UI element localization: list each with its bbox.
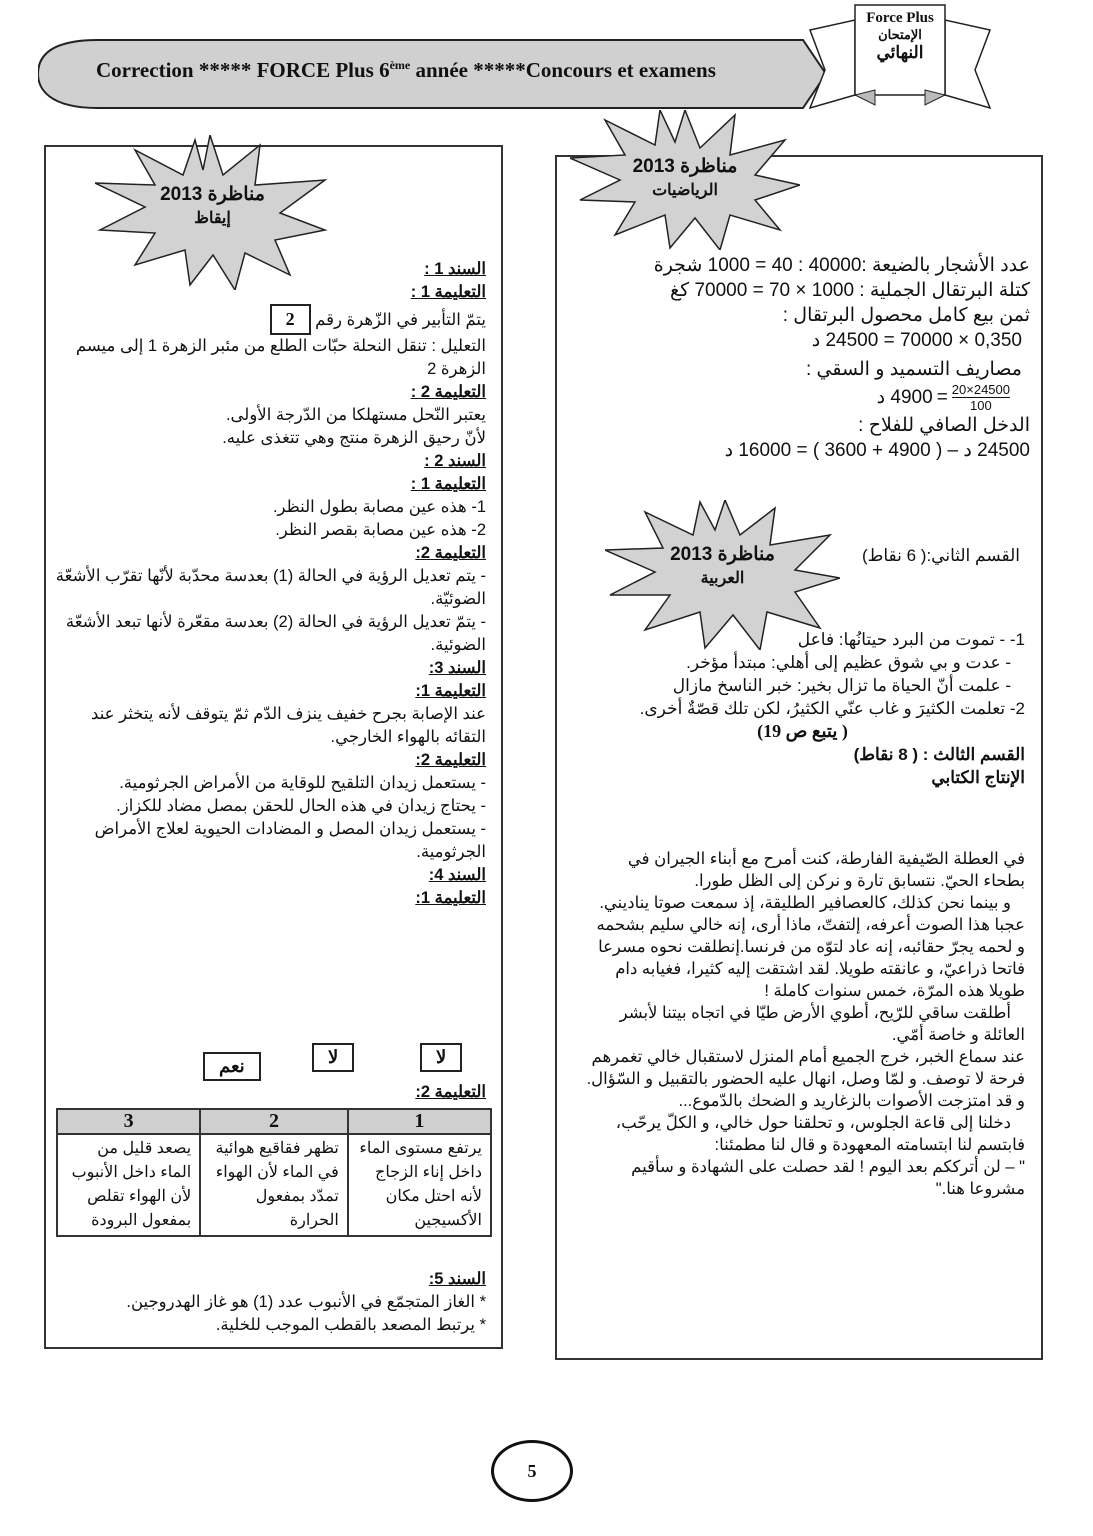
instruction-heading: التعليمة 1: — [415, 682, 486, 700]
flag-brand: Force Plus — [866, 10, 934, 26]
fraction-denominator: 100 — [970, 398, 992, 413]
answer-line: لأنّ رحيق الزهرة منتج وهي تتغذى عليه. — [222, 429, 486, 447]
instruction-heading: التعليمة 1 : — [410, 475, 486, 493]
grammar-answer: - عدت و بي شوق عظيم إلى أهلي: مبتدأ مؤخر. — [686, 653, 1011, 672]
science-answers — [52, 258, 486, 910]
sanad-heading: السند 5: — [428, 1270, 486, 1288]
science-badge-line2: إيقاظ — [194, 210, 231, 227]
instruction-heading: التعليمة 2 : — [410, 383, 486, 401]
answer-line: عند الإصابة بجرح خفيف ينزف الدّم ثمّ يتوقف لأنه يتخثر عند التقائه بالهواء الخارجي. — [91, 705, 486, 746]
answer-box: 2 — [270, 304, 311, 335]
flag-line1: الإمتحان — [878, 27, 922, 42]
table-cell: يصعد قليل من الماء داخل الأنبوب لأن الهواء تقلص بمفعول البرودة — [57, 1134, 200, 1236]
sanad-heading: السند 4: — [428, 866, 486, 884]
table-header: 1 — [348, 1109, 491, 1134]
essay-paragraph: " – لن أترككم بعد اليوم ! لقد حصلت على الشهادة و سأقيم مشروعا هنا." — [631, 1158, 1025, 1198]
science-badge-line1: مناظرة 2013 — [160, 184, 265, 205]
arabic-badge-line1: مناظرة 2013 — [670, 544, 775, 565]
math-solution — [570, 253, 1030, 463]
arabic-badge-line2: العربية — [700, 570, 745, 587]
equals-sign: = — [936, 387, 948, 408]
sanad-heading: السند 1 : — [424, 260, 486, 278]
math-line: كتلة البرتقال الجملية : 1000 × 70 = 70000 كغ — [670, 280, 1030, 301]
sanad-heading: السند 2 : — [424, 452, 486, 470]
exam-flag — [800, 0, 1000, 128]
instruction-heading: التعليمة 2: — [415, 544, 486, 562]
essay-paragraph: عند سماع الخبر، خرج الجميع أمام المنزل لاستقبال خالي تغمرهم فرحة لا توصف. و لمّا وصل، انهال عليه الحضور بالتقبيل و السّؤال. و قد امتزجت الأصوات بالزغاريد و الضحك بالدّموع... — [586, 1048, 1025, 1110]
fraction — [952, 382, 1010, 413]
answer-line: - يحتاج زيدان في هذه الحال للحقن بمصل مضاد للكزاز. — [116, 797, 486, 815]
observations-table — [56, 1108, 492, 1237]
table-header: 3 — [57, 1109, 200, 1134]
instruction-heading: التعليمة 2: — [415, 1083, 486, 1101]
math-line: عدد الأشجار بالضيعة :40000 : 40 = 1000 شجرة — [653, 255, 1030, 276]
math-line: 24500 د – ( 4900 + 3600 ) = 16000 د — [724, 440, 1030, 461]
instruction-heading: التعليمة 2: — [415, 751, 486, 769]
grammar-answer: - علمت أنّ الحياة ما تزال بخير: خبر الناسخ مازال — [672, 676, 1011, 695]
writing-title: الإنتاج الكتابي — [931, 768, 1025, 787]
answer-reason: التعليل : تنقل النحلة حبّات الطلع من مئبر الزهرة 1 إلى ميسم الزهرة 2 — [75, 337, 486, 378]
math-line: الدخل الصافي للفلاح : — [858, 415, 1030, 436]
sanad5-answers — [52, 1268, 486, 1337]
math-badge-line1: مناظرة 2013 — [632, 156, 738, 177]
essay — [585, 848, 1025, 1200]
essay-paragraph: في العطلة الصّيفية الفارطة، كنت أمرح مع أبناء الجيران في بطحاء الحيّ. نتسابق تارة و نركن إلى الظل طورا. — [627, 850, 1025, 890]
sanad-heading: السند 3: — [428, 659, 486, 677]
math-badge-line2: الرياضيات — [652, 182, 718, 199]
answer-box: لا — [420, 1043, 462, 1072]
fraction-numerator: 20×24500 — [951, 382, 1010, 397]
page-number: 5 — [491, 1440, 573, 1502]
answer-text: يتمّ التأبير في الزّهرة رقم — [315, 311, 486, 329]
answer-line: * الغاز المتجمّع في الأنبوب عدد (1) هو غاز الهدروجين. — [126, 1293, 486, 1311]
table-cell: تظهر فقاقيع هوائية في الماء لأن الهواء تمدّد بمفعول الحرارة — [200, 1134, 348, 1236]
table-header: 2 — [200, 1109, 348, 1134]
math-line: مصاريف التسميد و السقي : — [805, 359, 1022, 380]
math-line: 4900 د — [876, 387, 933, 408]
answer-line: 2- هذه عين مصابة بقصر النظر. — [275, 521, 486, 539]
header-title: Correction ***** FORCE Plus 6ème année *****Concours et examens — [96, 58, 716, 82]
arabic-answers — [580, 628, 1025, 789]
flag-line2: النهائي — [876, 43, 924, 62]
instruction-heading: التعليمة 1: — [415, 889, 486, 907]
answer-line: 1- هذه عين مصابة بطول النظر. — [272, 498, 486, 516]
essay-paragraph: أطلقت ساقي للرّيح، أطوي الأرض طيّا في اتجاه بيتنا لأبشر العائلة و خاصة أمّي. — [619, 1004, 1025, 1044]
essay-paragraph: دخلنا إلى قاعة الجلوس، و تحلقنا حول خالي، و الكلّ يرحّب، فابتسم لنا ابتسامته المعهودة و قال لنا مطمئنا: — [615, 1114, 1025, 1154]
section2-title: القسم الثاني:( 6 نقاط) — [861, 546, 1020, 565]
table-cell: يرتفع مستوى الماء داخل إناء الزجاج لأنه احتل مكان الأكسيجين — [348, 1134, 491, 1236]
grammar-answer: 2- تعلمت الكثيرَ و غاب عنّي الكثيرُ، لكن تلك قصّةٌ أخرى. — [639, 699, 1025, 718]
answer-line: يعتبر النّحل مستهلكا من الدّرجة الأولى. — [225, 406, 486, 424]
grammar-answer: 1- - تموت من البرد حيتانُها: فاعل — [797, 630, 1025, 649]
instruction-heading: التعليمة 1 : — [410, 283, 486, 301]
math-line: 0,350 × 70000 = 24500 د — [811, 330, 1022, 351]
section3-title: القسم الثالث : ( 8 نقاط) — [853, 745, 1025, 764]
answer-box: نعم — [203, 1052, 261, 1081]
fraction-row — [570, 382, 1030, 413]
math-badge — [570, 110, 800, 250]
answer-line: - يستعمل زيدان المصل و المضادات الحيوية لعلاج الأمراض الجرثومية. — [94, 820, 486, 861]
header-banner — [38, 38, 828, 110]
answer-line: * يرتبط المصعد بالقطب الموجب للخلية. — [215, 1316, 486, 1334]
answer-box: لا — [312, 1043, 354, 1072]
essay-paragraph: و بينما نحن كذلك، كالعصافير الطليقة، إذ سمعت صوتا يناديني. عجبا هذا الصوت أعرفه، إلتفتّ، ماذا أرى، إنه خالي سليم بشحمه و لحمه يجرّ حقائبه، إنه عاد لتوّه من فرنسا.إنطلقت نحوه مسرعا فاتحا ذراعيّ، و عانقته طويلا. لقد اشتقت إليه كثيرا، فغيابه دام طويلا هذه المرّة، خمس سنوات كاملة ! — [596, 894, 1025, 1000]
math-line: ثمن بيع كامل محصول البرتقال : — [782, 305, 1030, 326]
answer-line — [52, 304, 486, 335]
answer-line: - يتمّ تعديل الرؤية في الحالة (2) بعدسة مقعّرة لأنها تبعد الأشعّة الضوئية. — [65, 613, 486, 654]
continue-note: ( يتبع ص 19) — [757, 721, 848, 741]
table-row — [57, 1134, 491, 1236]
answer-line: - يستعمل زيدان التلقيح للوقاية من الأمراض الجرثومية. — [119, 774, 486, 792]
answer-line: - يتم تعديل الرؤية في الحالة (1) بعدسة محدّبة لأنّها تقرّب الأشعّة الضوئيّة. — [55, 567, 486, 608]
